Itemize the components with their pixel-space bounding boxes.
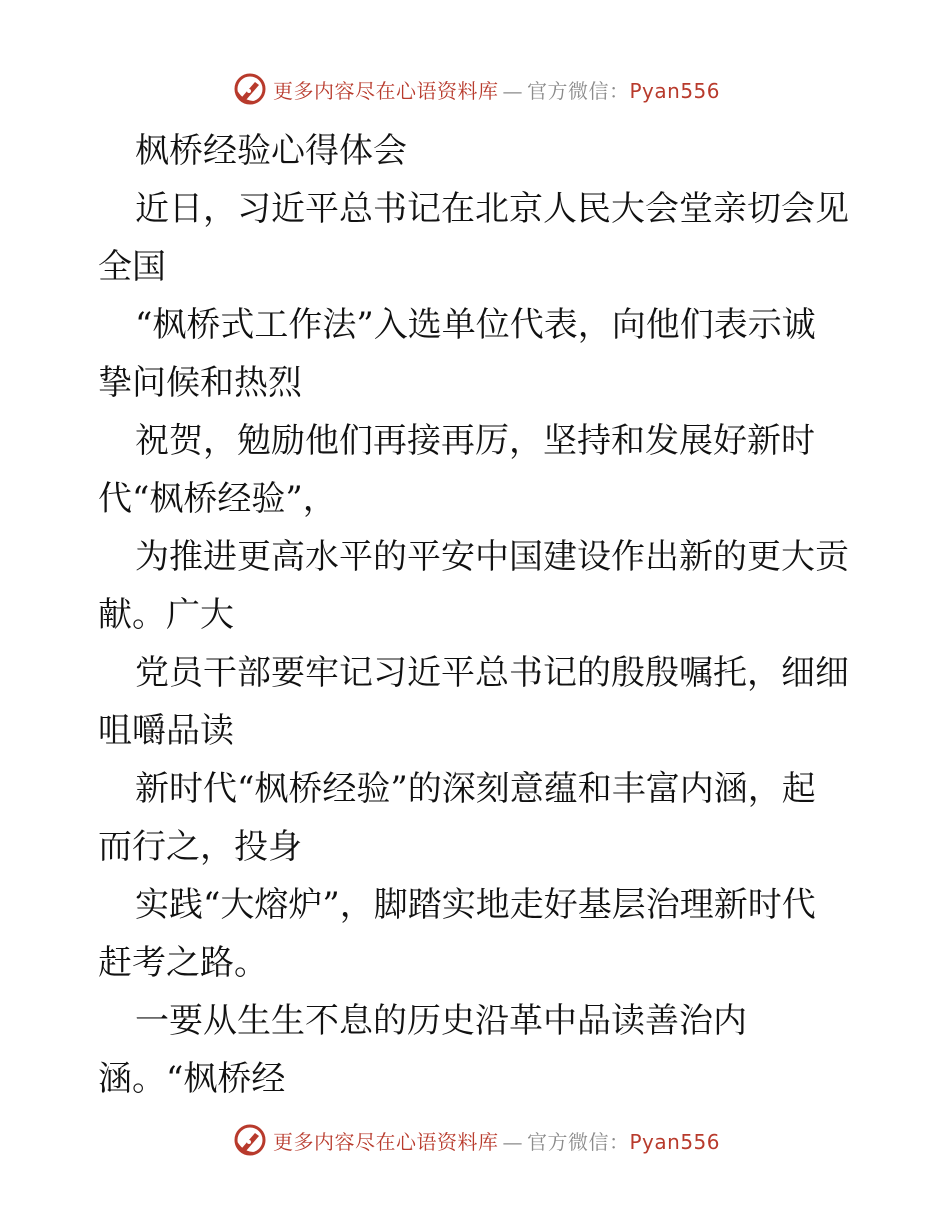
footer-banner [0, 1120, 950, 1160]
paragraph-line: 近日，习近平总书记在北京人民大会堂亲切会见 [135, 189, 849, 229]
paragraph-line: 全国 [98, 247, 166, 287]
paragraph-line: 涵。“枫桥经 [98, 1059, 286, 1099]
paragraph-line: 挚问候和热烈 [98, 363, 302, 403]
paragraph-line: 祝贺，勉励他们再接再厉，坚持和发展好新时 [135, 421, 815, 461]
paragraph-line: 赶考之路。 [98, 943, 268, 983]
paragraph-line: 新时代“枫桥经验”的深刻意蕴和丰富内涵，起 [135, 769, 816, 809]
banner-separator: — [502, 1129, 523, 1154]
paragraph-line: 为推进更高水平的平安中国建设作出新的更大贡 [135, 537, 849, 577]
document-title: 枫桥经验心得体会 [135, 131, 407, 171]
banner-site-text: 更多内容尽在心语资料库 [273, 78, 499, 103]
paragraph-line: 而行之，投身 [98, 827, 302, 867]
document-body [98, 122, 858, 1108]
paragraph-line: 咀嚼品读 [98, 711, 234, 751]
paragraph-line: 党员干部要牢记习近平总书记的殷殷嘱托，细细 [135, 653, 849, 693]
paragraph-line: 献。广大 [98, 595, 234, 635]
paragraph-line: “枫桥式工作法”入选单位代表，向他们表示诚 [135, 305, 816, 345]
banner-site-text: 更多内容尽在心语资料库 [273, 1129, 499, 1154]
pen-nib-logo-icon [233, 1123, 267, 1157]
header-banner [0, 69, 950, 109]
banner-wechat-label: 官方微信： [527, 78, 630, 103]
paragraph-line: 实践“大熔炉”，脚踏实地走好基层治理新时代 [135, 885, 816, 925]
paragraph-line: 一要从生生不息的历史沿革中品读善治内 [135, 1001, 747, 1041]
banner-wechat-label: 官方微信： [527, 1129, 630, 1154]
pen-nib-logo-icon [233, 72, 267, 106]
banner-separator: — [502, 78, 523, 103]
banner-wechat-id: Pyan556 [629, 78, 721, 103]
paragraph-line: 代“枫桥经验”， [98, 479, 337, 519]
banner-wechat-id: Pyan556 [629, 1129, 721, 1154]
